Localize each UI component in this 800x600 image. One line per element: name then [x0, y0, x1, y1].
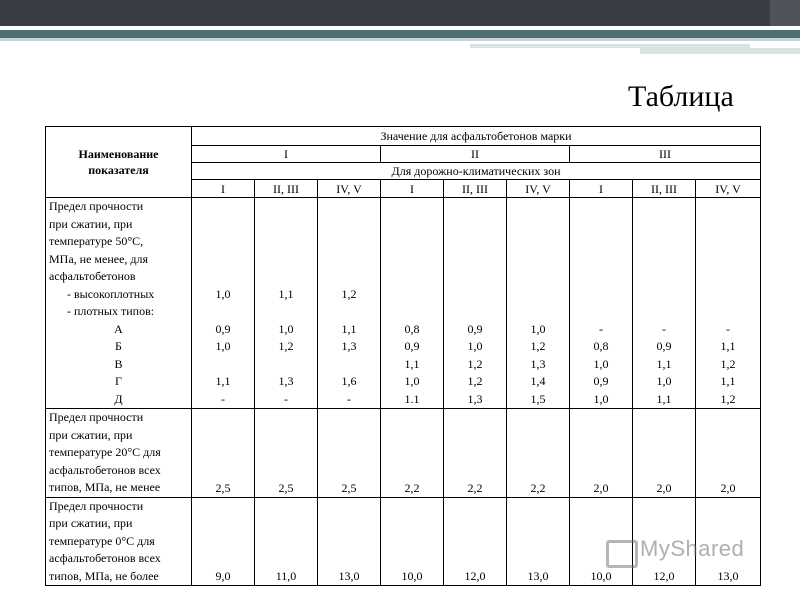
value-cell: 0,9 — [656, 339, 672, 353]
value-column — [192, 198, 255, 409]
label-line: при сжатии, при — [49, 516, 133, 530]
value-header-cell: Значение для асфальтобетонов марки — [192, 127, 761, 146]
value-cell: 13,0 — [507, 497, 570, 586]
label-line: температуре 50°С, — [49, 234, 144, 248]
top-bar — [0, 0, 800, 26]
value-cell: 10,0 — [381, 497, 444, 586]
type-label: В — [114, 356, 123, 371]
value-cell: 1.1 — [404, 391, 420, 406]
type-label: Г — [115, 374, 122, 388]
value-cell: 2,5 — [255, 409, 318, 498]
value-cell: 1,0 — [656, 374, 672, 388]
zone-header: II, III — [633, 180, 696, 198]
label-line: асфальтобетонов — [49, 269, 136, 283]
sublabel-high-density: - высокоплотных — [67, 286, 155, 301]
type-label: Б — [115, 339, 122, 353]
row-label-0c — [46, 497, 192, 586]
value-cell — [698, 303, 758, 321]
value-cell: 0,8 — [404, 321, 420, 336]
value-column — [444, 198, 507, 409]
value-cell — [320, 303, 378, 321]
spacer — [194, 251, 252, 269]
spacer — [446, 233, 504, 251]
label-line: Предел прочности — [49, 410, 144, 424]
spacer — [194, 233, 252, 251]
value-cell — [572, 303, 630, 321]
spacer — [572, 268, 630, 286]
properties-table — [45, 126, 761, 586]
zone-header: I — [570, 180, 633, 198]
value-cell — [383, 286, 441, 304]
type-label: Д — [114, 391, 123, 406]
value-cell — [194, 303, 252, 321]
top-bar-accent — [770, 0, 800, 26]
value-cell: 1,2 — [341, 286, 357, 301]
value-cell: 13,0 — [318, 497, 381, 586]
spacer — [635, 268, 693, 286]
value-cell: - — [221, 391, 225, 406]
zone-header: I — [192, 180, 255, 198]
zone-header: II, III — [255, 180, 318, 198]
value-cell: 1,2 — [467, 356, 483, 371]
spacer — [257, 216, 315, 234]
value-cell — [320, 356, 378, 374]
spacer — [635, 233, 693, 251]
spacer — [383, 251, 441, 269]
spacer — [320, 216, 378, 234]
spacer — [320, 251, 378, 269]
value-cell: 1,2 — [720, 391, 736, 406]
value-cell: 1,0 — [593, 356, 609, 371]
value-cell — [383, 303, 441, 321]
label-line: МПа, не менее, для — [49, 251, 149, 266]
spacer — [320, 198, 378, 216]
label-line: при сжатии, при — [49, 427, 133, 442]
value-cell: 1,3 — [341, 339, 357, 353]
spacer — [446, 268, 504, 286]
value-cell: - — [347, 391, 351, 406]
zone-header: IV, V — [507, 180, 570, 198]
zone-header: I — [381, 180, 444, 198]
value-cell — [572, 286, 630, 304]
value-column — [255, 198, 318, 409]
spacer — [320, 233, 378, 251]
value-cell: - — [284, 391, 288, 406]
spacer — [509, 251, 567, 269]
value-cell: 1,1 — [720, 374, 736, 388]
label-line: Предел прочности — [49, 498, 144, 513]
spacer — [572, 233, 630, 251]
spacer — [572, 216, 630, 234]
spacer — [194, 268, 252, 286]
value-cell: 2,5 — [318, 409, 381, 498]
value-column — [570, 198, 633, 409]
spacer — [383, 198, 441, 216]
spacer — [194, 216, 252, 234]
value-column — [696, 198, 761, 409]
spacer — [698, 251, 758, 269]
value-cell: 2,2 — [381, 409, 444, 498]
value-cell: 1,1 — [341, 321, 357, 336]
sublabel-dense: - плотных типов: — [67, 304, 155, 318]
value-cell: 1,0 — [215, 286, 231, 301]
spacer — [509, 233, 567, 251]
label-line: при сжатии, при — [49, 216, 133, 231]
value-cell — [446, 303, 504, 321]
value-cell: 1,0 — [278, 321, 294, 336]
value-cell: - — [599, 321, 603, 336]
zone-header: II, III — [444, 180, 507, 198]
spacer — [446, 198, 504, 216]
mark-header-2: II — [381, 146, 570, 163]
value-column — [318, 198, 381, 409]
spacer — [446, 216, 504, 234]
value-cell: 12,0 — [633, 497, 696, 586]
value-cell — [446, 286, 504, 304]
value-cell — [509, 286, 567, 304]
row-label-20c — [46, 409, 192, 498]
label-line: асфальтобетонов всех — [49, 551, 161, 565]
label-line: типов, МПа, не более — [49, 568, 159, 583]
value-cell: 1,0 — [530, 321, 546, 336]
spacer — [635, 251, 693, 269]
name-header-cell: Наименование показателя — [46, 127, 192, 198]
value-cell: 12,0 — [444, 497, 507, 586]
value-cell: 1,1 — [278, 286, 294, 301]
zones-header-cell: Для дорожно-климатических зон — [192, 163, 761, 180]
value-cell: 1,1 — [215, 374, 231, 388]
label-line: типов, МПа, не менее — [49, 480, 161, 494]
value-cell: 0,8 — [593, 339, 609, 353]
value-cell: 9,0 — [192, 497, 255, 586]
spacer — [572, 198, 630, 216]
value-cell: 2,0 — [696, 409, 761, 498]
value-cell: 1,0 — [215, 339, 231, 353]
spacer — [257, 198, 315, 216]
row-label-50c — [46, 198, 192, 409]
value-cell: 1,1 — [656, 356, 672, 371]
value-cell: 1,0 — [593, 391, 609, 406]
value-column — [633, 198, 696, 409]
value-cell: 1,3 — [530, 356, 546, 371]
value-cell: 1,3 — [278, 374, 294, 388]
spacer — [572, 251, 630, 269]
value-cell — [698, 286, 758, 304]
label-line: температуре 0°С для — [49, 533, 155, 548]
spacer — [383, 268, 441, 286]
label-line: асфальтобетонов всех — [49, 462, 161, 477]
label-line: температуре 20°С для — [49, 445, 161, 459]
spacer — [698, 268, 758, 286]
value-cell — [257, 303, 315, 321]
spacer — [383, 216, 441, 234]
value-cell: 1,2 — [467, 374, 483, 388]
spacer — [194, 198, 252, 216]
spacer — [383, 233, 441, 251]
spacer — [698, 198, 758, 216]
spacer — [257, 233, 315, 251]
value-cell: 1,2 — [530, 339, 546, 353]
decor-stripe — [0, 30, 800, 38]
value-cell: 11,0 — [255, 497, 318, 586]
value-column — [507, 198, 570, 409]
value-cell: - — [726, 321, 731, 336]
zone-header: IV, V — [696, 180, 761, 198]
value-cell: 0,9 — [593, 374, 609, 388]
spacer — [257, 268, 315, 286]
value-cell: 2,2 — [507, 409, 570, 498]
watermark-text: MyShared — [640, 536, 745, 561]
value-cell — [194, 356, 252, 374]
value-cell — [635, 303, 693, 321]
label-line: Предел прочности — [49, 199, 144, 213]
value-cell: 1,2 — [278, 339, 294, 353]
value-cell: 2,2 — [444, 409, 507, 498]
value-cell — [509, 303, 567, 321]
spacer — [257, 251, 315, 269]
decor-stripe-light — [0, 38, 800, 41]
value-cell: 1,1 — [404, 356, 420, 371]
value-cell: 1,5 — [530, 391, 546, 406]
spacer — [635, 198, 693, 216]
value-cell: 1,0 — [404, 374, 420, 388]
value-cell — [635, 286, 693, 304]
value-cell: 1,1 — [720, 339, 736, 353]
value-cell: 2,0 — [570, 409, 633, 498]
value-cell: 1,3 — [467, 391, 483, 406]
watermark-logo-icon — [606, 540, 638, 568]
spacer — [698, 233, 758, 251]
spacer — [320, 268, 378, 286]
spacer — [509, 198, 567, 216]
spacer — [509, 216, 567, 234]
value-cell: 13,0 — [696, 497, 761, 586]
value-cell: 0,9 — [215, 321, 231, 336]
value-column — [381, 198, 444, 409]
spacer — [635, 216, 693, 234]
value-cell: 1,0 — [467, 339, 483, 353]
zone-header: IV, V — [318, 180, 381, 198]
value-cell: 1,6 — [341, 374, 357, 388]
spacer — [698, 216, 758, 234]
value-cell — [257, 356, 315, 374]
type-label: А — [114, 321, 123, 336]
value-cell: 2,5 — [192, 409, 255, 498]
value-cell: 10,0 — [570, 497, 633, 586]
value-cell: - — [662, 321, 666, 336]
value-cell: 0,9 — [467, 321, 483, 336]
decor-stripe-thin-right — [640, 48, 800, 54]
value-cell: 1,2 — [720, 356, 736, 371]
value-cell: 0,9 — [404, 339, 420, 353]
page-title: Таблица — [628, 80, 734, 113]
value-cell: 1,4 — [530, 374, 546, 388]
mark-header-3: III — [570, 146, 761, 163]
mark-header-1: I — [192, 146, 381, 163]
value-cell: 2,0 — [633, 409, 696, 498]
spacer — [509, 268, 567, 286]
value-cell: 1,1 — [656, 391, 672, 406]
spacer — [446, 251, 504, 269]
